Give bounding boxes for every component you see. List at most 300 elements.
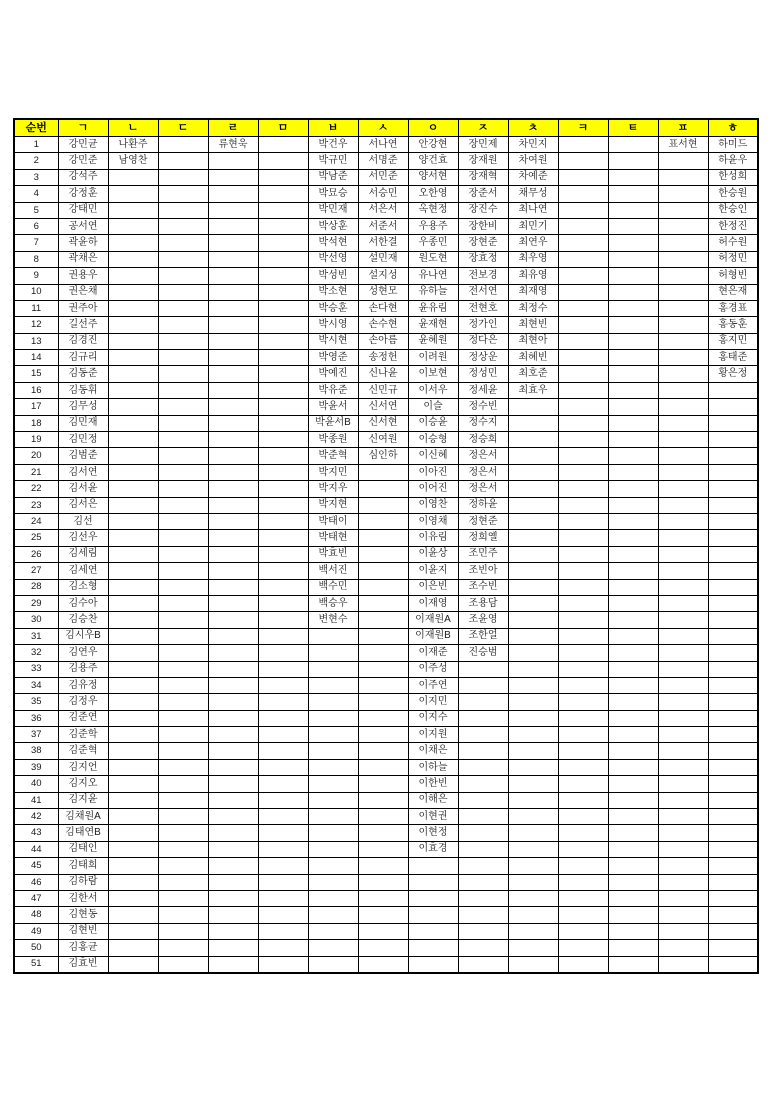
table-cell: [358, 809, 408, 825]
table-cell: 양서현: [408, 169, 458, 185]
table-row: [14, 661, 758, 677]
table-cell: [458, 923, 508, 939]
table-cell: 최혜빈: [508, 350, 558, 366]
table-cell: [608, 874, 658, 890]
table-cell: [258, 809, 308, 825]
table-cell: 최우영: [508, 251, 558, 267]
table-cell: [708, 563, 758, 579]
table-row: [14, 612, 758, 628]
table-cell: [608, 759, 658, 775]
table-cell: [658, 907, 708, 923]
row-number: 36: [14, 710, 58, 726]
table-cell: [108, 776, 158, 792]
table-cell: [508, 481, 558, 497]
row-number: 32: [14, 645, 58, 661]
table-cell: 오한영: [408, 186, 458, 202]
table-cell: 박태현: [308, 530, 358, 546]
table-cell: [708, 809, 758, 825]
table-cell: 권용우: [58, 268, 108, 284]
table-cell: [108, 464, 158, 480]
table-cell: [708, 481, 758, 497]
table-cell: 홍동훈: [708, 317, 758, 333]
table-cell: [558, 792, 608, 808]
table-cell: 이하늘: [408, 759, 458, 775]
table-cell: 박소현: [308, 284, 358, 300]
table-cell: [558, 645, 608, 661]
table-cell: [458, 907, 508, 923]
table-cell: [508, 448, 558, 464]
table-cell: [508, 776, 558, 792]
table-cell: [558, 841, 608, 857]
table-cell: [208, 841, 258, 857]
table-cell: [258, 137, 308, 153]
table-cell: [658, 399, 708, 415]
row-number: 49: [14, 923, 58, 939]
table-row: [14, 268, 758, 284]
table-row: [14, 710, 758, 726]
table-cell: 채무성: [508, 186, 558, 202]
table-cell: [158, 317, 208, 333]
table-cell: [158, 481, 208, 497]
table-cell: [708, 497, 758, 513]
table-cell: 한성희: [708, 169, 758, 185]
table-row: [14, 727, 758, 743]
row-number: 31: [14, 628, 58, 644]
column-header-4: ㄹ: [208, 119, 258, 137]
table-cell: [558, 481, 608, 497]
table-cell: [508, 694, 558, 710]
table-cell: [158, 825, 208, 841]
row-number: 12: [14, 317, 58, 333]
table-cell: [658, 284, 708, 300]
table-cell: 최재영: [508, 284, 558, 300]
table-cell: [108, 432, 158, 448]
table-cell: [208, 317, 258, 333]
table-cell: [658, 169, 708, 185]
table-cell: 한정진: [708, 218, 758, 234]
column-header-11: ㅋ: [558, 119, 608, 137]
table-cell: [258, 841, 308, 857]
table-cell: [558, 202, 608, 218]
table-cell: 김현동: [58, 907, 108, 923]
table-cell: 최현빈: [508, 317, 558, 333]
table-cell: 이승형: [408, 432, 458, 448]
table-cell: 김무성: [58, 399, 108, 415]
table-cell: 이신혜: [408, 448, 458, 464]
table-cell: 백수민: [308, 579, 358, 595]
table-cell: [158, 874, 208, 890]
table-cell: 남영찬: [108, 153, 158, 169]
table-cell: [608, 399, 658, 415]
table-cell: [358, 727, 408, 743]
table-cell: [458, 694, 508, 710]
table-cell: [308, 858, 358, 874]
table-row: [14, 317, 758, 333]
table-cell: 김서윤: [58, 481, 108, 497]
row-number: 51: [14, 956, 58, 973]
table-row: [14, 628, 758, 644]
table-cell: 이아진: [408, 464, 458, 480]
table-cell: 한승인: [708, 202, 758, 218]
roster-table: [13, 118, 759, 974]
table-cell: [308, 956, 358, 973]
table-cell: [158, 169, 208, 185]
column-header-9: ㅈ: [458, 119, 508, 137]
table-cell: 박영준: [308, 350, 358, 366]
table-cell: [208, 792, 258, 808]
table-cell: 김민재: [58, 415, 108, 431]
table-cell: [158, 284, 208, 300]
table-cell: [658, 251, 708, 267]
table-cell: [558, 464, 608, 480]
table-cell: [708, 628, 758, 644]
table-cell: [158, 841, 208, 857]
row-number: 47: [14, 890, 58, 906]
table-cell: [508, 759, 558, 775]
table-cell: [108, 874, 158, 890]
table-cell: 원도현: [408, 251, 458, 267]
table-row: [14, 464, 758, 480]
table-cell: [208, 432, 258, 448]
table-cell: [258, 366, 308, 382]
table-cell: [658, 382, 708, 398]
table-cell: 김채원A: [58, 809, 108, 825]
table-cell: [358, 710, 408, 726]
row-number: 13: [14, 333, 58, 349]
table-cell: [708, 694, 758, 710]
table-cell: [358, 694, 408, 710]
table-cell: 김정우: [58, 694, 108, 710]
table-cell: 이현정: [408, 825, 458, 841]
table-cell: 김준혁: [58, 743, 108, 759]
table-cell: [308, 759, 358, 775]
table-cell: 손다현: [358, 300, 408, 316]
table-cell: 이어진: [408, 481, 458, 497]
table-cell: [708, 792, 758, 808]
table-cell: [658, 350, 708, 366]
table-cell: [608, 317, 658, 333]
table-cell: [708, 874, 758, 890]
table-cell: [258, 727, 308, 743]
table-cell: [158, 956, 208, 973]
table-cell: [208, 677, 258, 693]
table-cell: [558, 776, 608, 792]
table-cell: [708, 448, 758, 464]
table-cell: [658, 300, 708, 316]
table-cell: [258, 268, 308, 284]
table-cell: 김유정: [58, 677, 108, 693]
table-cell: [108, 300, 158, 316]
table-cell: [258, 907, 308, 923]
table-cell: [608, 677, 658, 693]
table-cell: [658, 661, 708, 677]
table-cell: [108, 595, 158, 611]
table-cell: 장재혁: [458, 169, 508, 185]
table-cell: [608, 890, 658, 906]
table-cell: [258, 710, 308, 726]
table-cell: [658, 202, 708, 218]
table-cell: [208, 513, 258, 529]
table-cell: [108, 890, 158, 906]
table-cell: [358, 677, 408, 693]
table-cell: [658, 956, 708, 973]
table-row: [14, 333, 758, 349]
table-cell: [558, 923, 608, 939]
table-cell: 이유림: [408, 530, 458, 546]
table-cell: [158, 661, 208, 677]
table-cell: 정가인: [458, 317, 508, 333]
table-cell: 강석주: [58, 169, 108, 185]
column-header-3: ㄷ: [158, 119, 208, 137]
table-cell: [608, 137, 658, 153]
table-cell: 장효정: [458, 251, 508, 267]
table-cell: 변현수: [308, 612, 358, 628]
table-cell: [708, 907, 758, 923]
table-row: [14, 956, 758, 973]
table-cell: [508, 956, 558, 973]
table-cell: [208, 350, 258, 366]
table-cell: 김동준: [58, 366, 108, 382]
table-cell: 김홍균: [58, 940, 108, 956]
table-cell: [158, 251, 208, 267]
table-cell: 윤유림: [408, 300, 458, 316]
table-cell: [108, 235, 158, 251]
table-cell: [308, 694, 358, 710]
table-cell: [108, 727, 158, 743]
table-cell: [108, 809, 158, 825]
table-cell: [608, 809, 658, 825]
table-cell: 최정수: [508, 300, 558, 316]
table-cell: [558, 153, 608, 169]
table-cell: [158, 546, 208, 562]
table-cell: [458, 743, 508, 759]
table-cell: [708, 776, 758, 792]
table-cell: [708, 546, 758, 562]
table-cell: 강민준: [58, 153, 108, 169]
table-cell: 박종원: [308, 432, 358, 448]
table-row: [14, 218, 758, 234]
table-cell: 성현모: [358, 284, 408, 300]
table-cell: 현은재: [708, 284, 758, 300]
table-cell: 강태민: [58, 202, 108, 218]
table-cell: 정세윤: [458, 382, 508, 398]
table-cell: [108, 792, 158, 808]
table-cell: [108, 382, 158, 398]
row-number: 27: [14, 563, 58, 579]
table-row: [14, 743, 758, 759]
table-cell: 홍경표: [708, 300, 758, 316]
table-cell: 김범준: [58, 448, 108, 464]
table-row: [14, 776, 758, 792]
table-cell: [108, 743, 158, 759]
table-cell: [708, 710, 758, 726]
row-number: 48: [14, 907, 58, 923]
table-cell: [308, 825, 358, 841]
table-cell: [608, 776, 658, 792]
table-cell: 김준연: [58, 710, 108, 726]
table-cell: [508, 497, 558, 513]
table-cell: [258, 382, 308, 398]
table-cell: [258, 563, 308, 579]
table-cell: [608, 153, 658, 169]
row-number: 11: [14, 300, 58, 316]
table-cell: [258, 628, 308, 644]
row-number: 43: [14, 825, 58, 841]
table-cell: [358, 907, 408, 923]
table-cell: [408, 923, 458, 939]
table-cell: [208, 743, 258, 759]
table-cell: [608, 481, 658, 497]
table-cell: [508, 513, 558, 529]
table-cell: [708, 399, 758, 415]
table-cell: [358, 546, 408, 562]
row-number: 23: [14, 497, 58, 513]
table-cell: [158, 923, 208, 939]
table-cell: 권주아: [58, 300, 108, 316]
table-cell: [258, 481, 308, 497]
table-cell: [508, 464, 558, 480]
table-cell: [108, 497, 158, 513]
table-cell: [508, 677, 558, 693]
table-cell: 이주연: [408, 677, 458, 693]
table-cell: 길선주: [58, 317, 108, 333]
table-cell: [508, 874, 558, 890]
table-cell: [358, 825, 408, 841]
table-cell: [658, 235, 708, 251]
table-cell: [558, 497, 608, 513]
table-cell: 서은서: [358, 202, 408, 218]
table-cell: [108, 448, 158, 464]
table-cell: [608, 464, 658, 480]
table-cell: [558, 218, 608, 234]
table-cell: [508, 530, 558, 546]
row-number: 15: [14, 366, 58, 382]
table-cell: [258, 432, 308, 448]
table-cell: 조용담: [458, 595, 508, 611]
table-cell: 정수지: [458, 415, 508, 431]
table-cell: 정성민: [458, 366, 508, 382]
table-cell: 옥현정: [408, 202, 458, 218]
table-cell: 최나연: [508, 202, 558, 218]
table-cell: [158, 727, 208, 743]
table-cell: [558, 432, 608, 448]
table-cell: 손아름: [358, 333, 408, 349]
table-cell: 정은서: [458, 448, 508, 464]
table-cell: 김동휘: [58, 382, 108, 398]
table-cell: [208, 595, 258, 611]
table-row: [14, 251, 758, 267]
table-cell: [308, 727, 358, 743]
table-cell: [108, 858, 158, 874]
table-row: [14, 432, 758, 448]
table-cell: 이재영: [408, 595, 458, 611]
table-cell: 전서연: [458, 284, 508, 300]
table-cell: [108, 956, 158, 973]
table-cell: [608, 546, 658, 562]
table-cell: 박남준: [308, 169, 358, 185]
table-cell: [558, 530, 608, 546]
table-cell: [208, 415, 258, 431]
row-number: 45: [14, 858, 58, 874]
table-cell: [208, 399, 258, 415]
table-cell: 박태이: [308, 513, 358, 529]
table-cell: [558, 251, 608, 267]
table-cell: [158, 776, 208, 792]
table-cell: [608, 694, 658, 710]
table-cell: [458, 858, 508, 874]
table-cell: 신서현: [358, 415, 408, 431]
table-cell: [608, 513, 658, 529]
table-cell: [658, 825, 708, 841]
table-cell: [508, 923, 558, 939]
table-cell: [558, 186, 608, 202]
table-cell: [158, 858, 208, 874]
table-cell: 설지성: [358, 268, 408, 284]
table-cell: [208, 497, 258, 513]
table-cell: [358, 645, 408, 661]
table-cell: [358, 595, 408, 611]
table-cell: [108, 546, 158, 562]
table-cell: 김시우B: [58, 628, 108, 644]
table-cell: [108, 825, 158, 841]
table-cell: [208, 874, 258, 890]
table-cell: 이서우: [408, 382, 458, 398]
table-cell: [358, 890, 408, 906]
table-cell: [608, 497, 658, 513]
row-number: 28: [14, 579, 58, 595]
table-cell: [158, 628, 208, 644]
table-cell: [258, 251, 308, 267]
table-cell: [158, 137, 208, 153]
table-cell: 박묘승: [308, 186, 358, 202]
table-cell: [258, 890, 308, 906]
table-cell: [458, 776, 508, 792]
table-cell: [208, 563, 258, 579]
table-cell: [558, 595, 608, 611]
table-cell: [208, 612, 258, 628]
table-cell: [308, 890, 358, 906]
table-cell: [708, 841, 758, 857]
table-cell: 정은서: [458, 464, 508, 480]
table-cell: [458, 661, 508, 677]
row-number: 38: [14, 743, 58, 759]
row-number: 20: [14, 448, 58, 464]
table-cell: [608, 710, 658, 726]
table-cell: [508, 612, 558, 628]
row-number: 35: [14, 694, 58, 710]
table-cell: [458, 825, 508, 841]
table-row: [14, 153, 758, 169]
table-cell: [608, 415, 658, 431]
table-cell: [558, 333, 608, 349]
table-cell: [208, 825, 258, 841]
table-cell: [608, 530, 658, 546]
row-number: 42: [14, 809, 58, 825]
table-cell: [208, 382, 258, 398]
table-cell: 박지민: [308, 464, 358, 480]
table-cell: 신여원: [358, 432, 408, 448]
table-cell: [108, 186, 158, 202]
table-cell: [508, 940, 558, 956]
table-cell: [708, 727, 758, 743]
table-cell: [108, 907, 158, 923]
table-cell: 공서연: [58, 218, 108, 234]
table-cell: [258, 530, 308, 546]
table-cell: [508, 628, 558, 644]
table-cell: [558, 300, 608, 316]
table-cell: [208, 645, 258, 661]
table-row: [14, 300, 758, 316]
